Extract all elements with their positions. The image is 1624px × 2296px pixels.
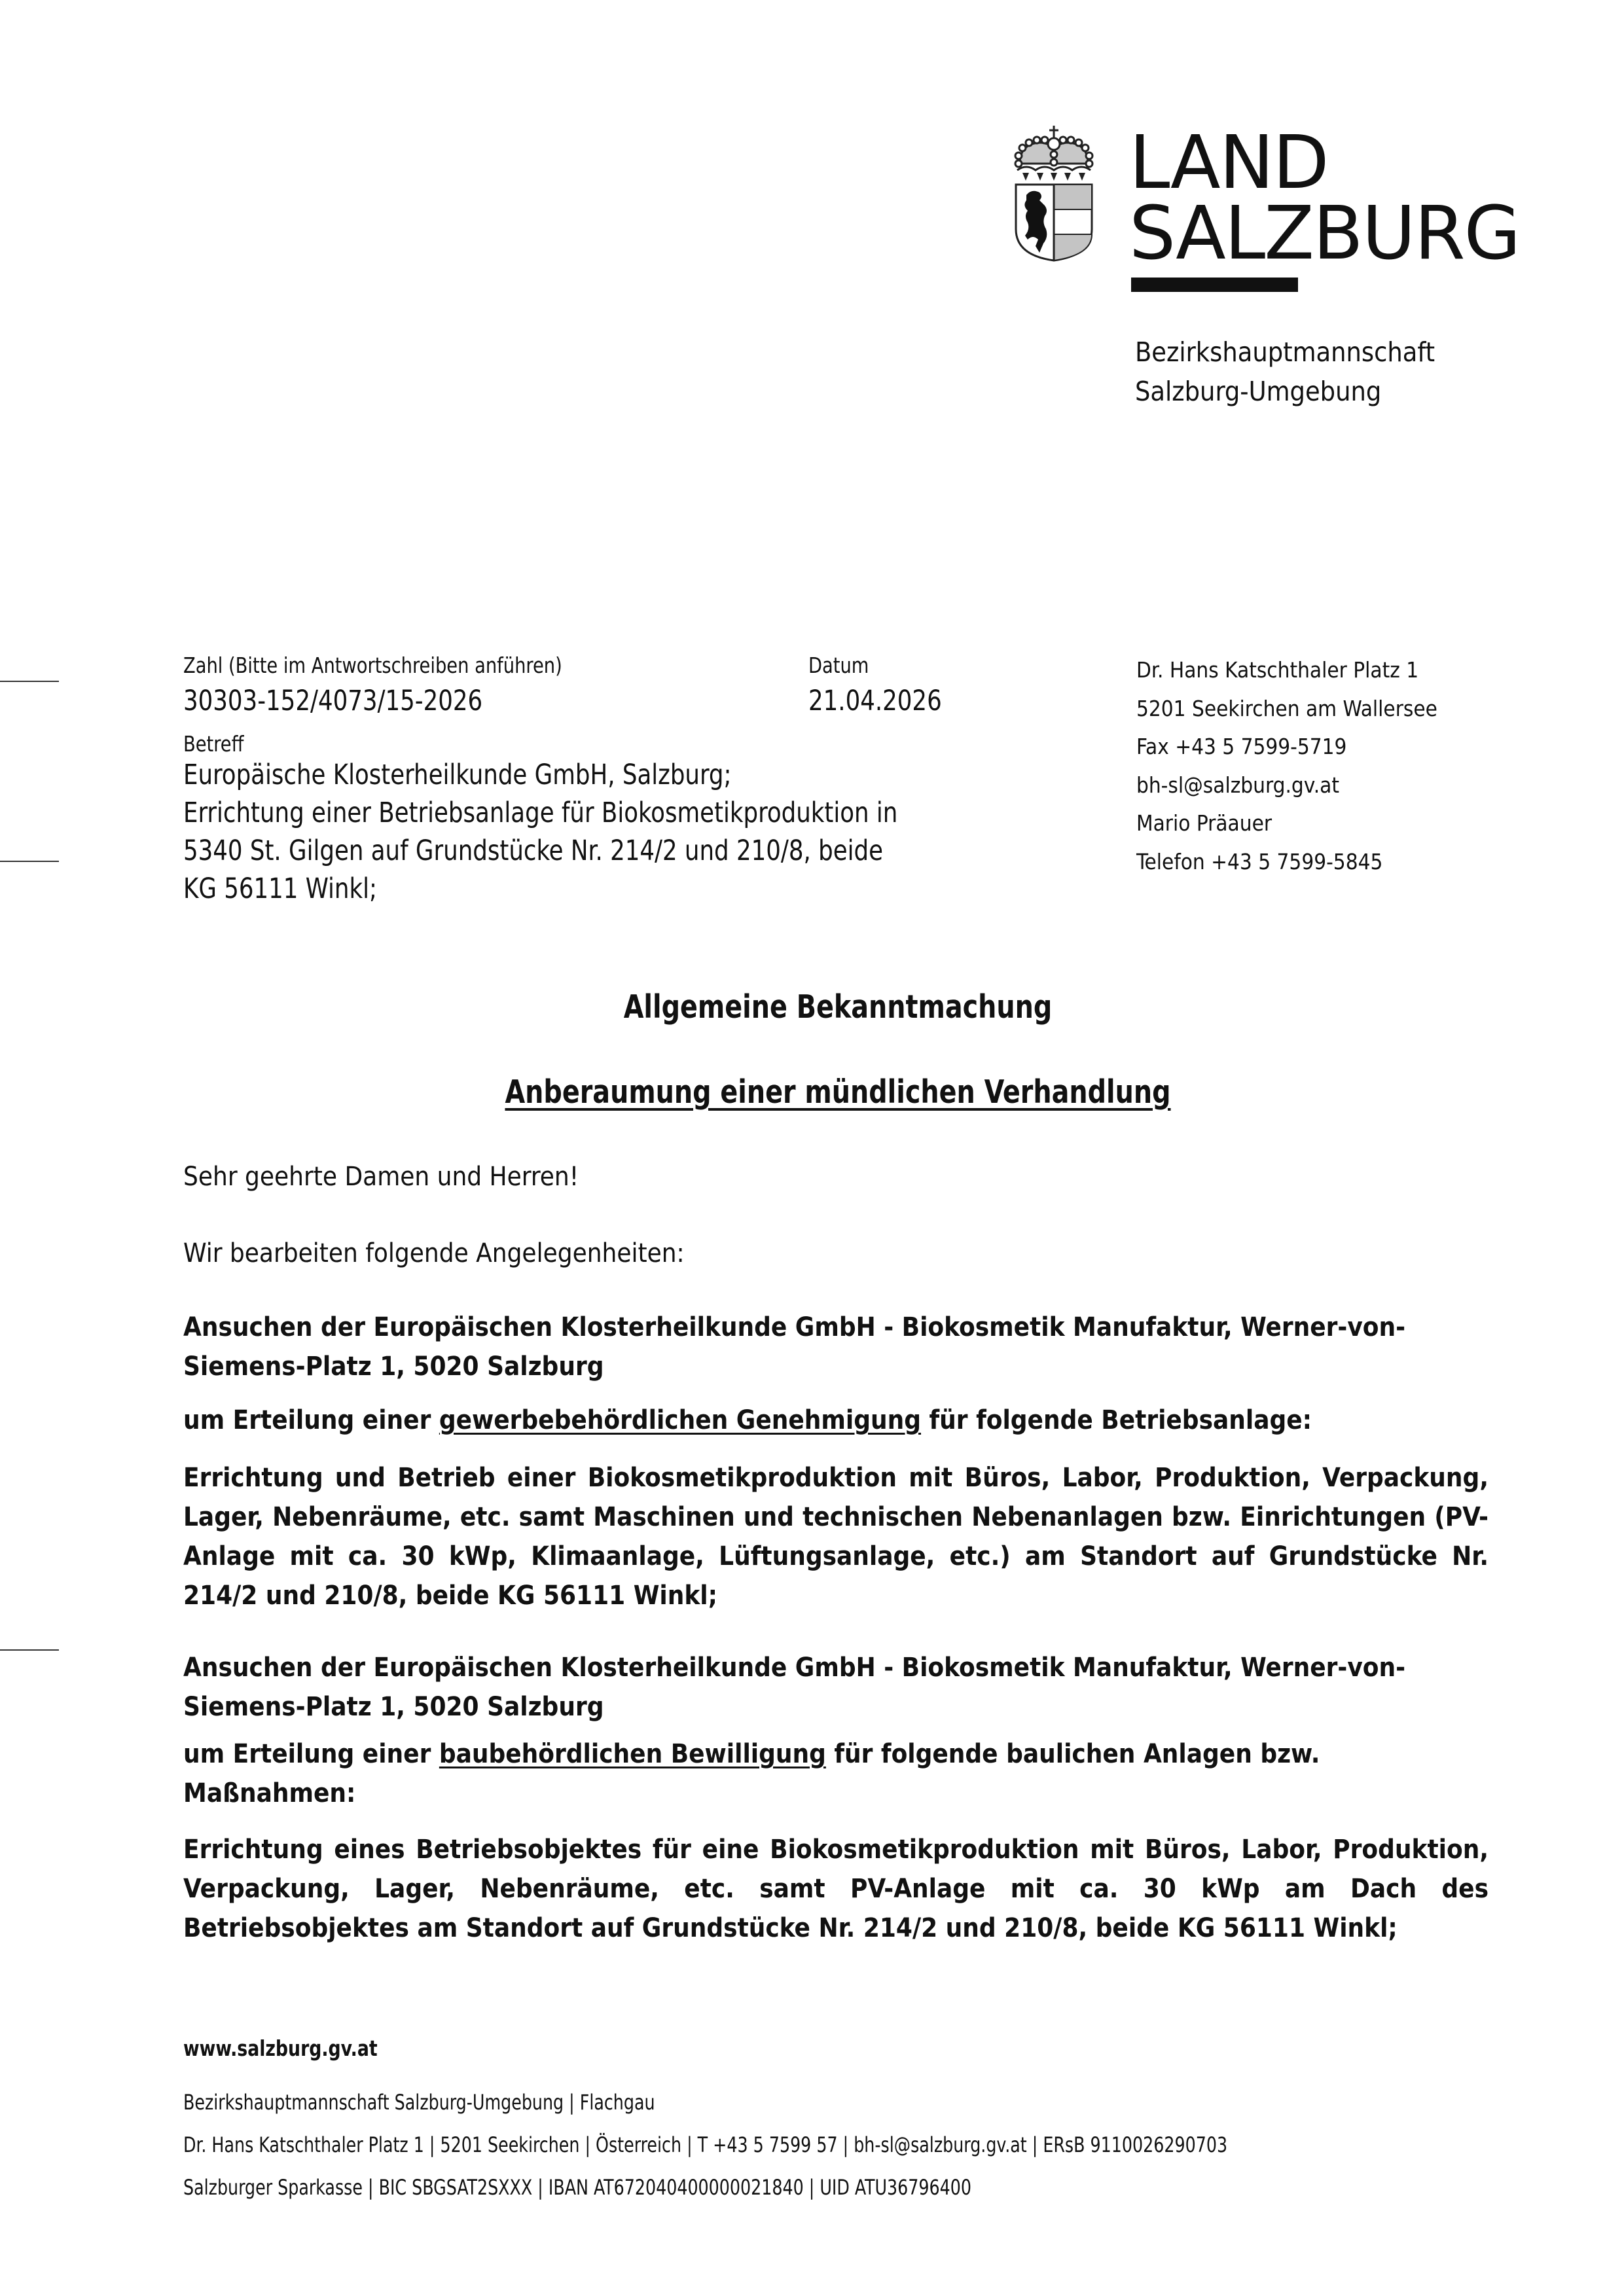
request-prefix: um Erteilung einer [183,1739,439,1769]
contact-block [1136,651,1437,881]
contact-fax: Fax +43 5 7599-5719 [1136,734,1347,759]
matter-1-applicant: Ansuchen der Europäischen Klosterheilkunde GmbH - Biokosmetik Manufaktur, Werner-von-Siemens-Platz 1, 5020 Salzburg [183,1312,1406,1382]
intro-text: Wir bearbeiten folgende Angelegenheiten: [183,1238,685,1268]
request-permit-type: baubehördlichen Bewilligung [439,1739,826,1769]
contact-address: Dr. Hans Katschthaler Platz 1 [1136,657,1419,683]
office-line-2: Salzburg-Umgebung [1135,376,1382,407]
footer-line-2: Dr. Hans Katschthaler Platz 1 | 5201 Seekirchen | Österreich | T +43 5 7599 57 | bh-sl@salzburg.gv.at | ERsB 9110026290703 [183,2132,1228,2157]
greeting: Sehr geehrte Damen und Herren! [183,1162,579,1192]
fold-mark [0,681,59,682]
request-permit-type: gewerbebehördlichen Genehmigung [439,1405,922,1435]
betreff-label: Betreff [183,731,244,757]
betreff-line: Errichtung einer Betriebsanlage für Biokosmetikproduktion in [183,797,898,829]
coat-of-arms-icon [1013,124,1094,262]
datum-value: 21.04.2026 [808,685,942,717]
betreff-line: KG 56111 Winkl; [183,872,377,905]
betreff-text [183,756,897,908]
brand-bar [1131,278,1298,292]
contact-person: Mario Präauer [1136,810,1272,836]
matter-2-applicant: Ansuchen der Europäischen Klosterheilkunde GmbH - Biokosmetik Manufaktur, Werner-von-Siemens-Platz 1, 5020 Salzburg [183,1653,1406,1722]
zahl-value: 30303-152/4073/15-2026 [183,685,483,717]
betreff-line: Europäische Klosterheilkunde GmbH, Salzburg; [183,759,732,791]
office-name [1135,332,1435,411]
contact-email[interactable]: bh-sl@salzburg.gv.at [1136,772,1339,798]
fold-mark [0,861,59,862]
footer-line-1: Bezirkshauptmannschaft Salzburg-Umgebung | Flachgau [183,2090,655,2115]
matter-2-description: Errichtung eines Betriebsobjektes für eine Biokosmetikproduktion mit Büros, Labor, Produktion, Verpackung, Lager, Nebenräume, etc. samt PV-Anlage mit ca. 30 kWp am Dach des Betriebsobjektes am Standort auf Grundstücke Nr. 214/2 und 210/8, beide KG 56111 Winkl; [183,1835,1489,1943]
office-line-1: Bezirkshauptmannschaft [1135,336,1435,368]
fold-mark [0,1649,59,1651]
contact-phone: Telefon +43 5 7599-5845 [1136,848,1383,874]
matter-1-description: Errichtung und Betrieb einer Biokosmetikproduktion mit Büros, Labor, Produktion, Verpackung, Lager, Nebenräume, etc. samt Maschinen und technischen Nebenanlagen bzw. Einrichtungen (PV-Anlage mit ca. 30 kWp, Klimaanlage, Lüftungsanlage, etc.) am Standort auf Grundstücke Nr. 214/2 und 210/8, beide KG 56111 Winkl; [183,1463,1489,1611]
brand-line-1: LAND [1129,120,1328,206]
request-prefix: um Erteilung einer [183,1405,439,1435]
betreff-line: 5340 St. Gilgen auf Grundstücke Nr. 214/2 und 210/8, beide [183,834,884,867]
request-suffix: für folgende Betriebsanlage: [921,1405,1312,1435]
matter-2-request [183,1734,1492,1813]
document-subtitle [84,1073,1592,1111]
contact-city: 5201 Seekirchen am Wallersee [1136,695,1437,721]
datum-label: Datum [808,653,869,678]
zahl-label: Zahl (Bitte im Antwortschreiben anführen) [183,653,562,678]
brand-wordmark [1129,120,1520,276]
document-subtitle-text: Anberaumung einer mündlichen Verhandlung [505,1073,1171,1111]
footer-line-3: Salzburger Sparkasse | BIC SBGSAT2SXXX | IBAN AT672040400000021840 | UID ATU36796400 [183,2175,971,2200]
request-suffix: für folgende baulichen Anlagen bzw. Maßnahmen: [183,1739,1320,1808]
brand-line-2: SALZBURG [1129,191,1520,276]
document-title: Allgemeine Bekanntmachung [623,988,1053,1026]
footer-website-link[interactable]: www.salzburg.gv.at [183,2036,378,2061]
matter-1-request [183,1401,1489,1440]
